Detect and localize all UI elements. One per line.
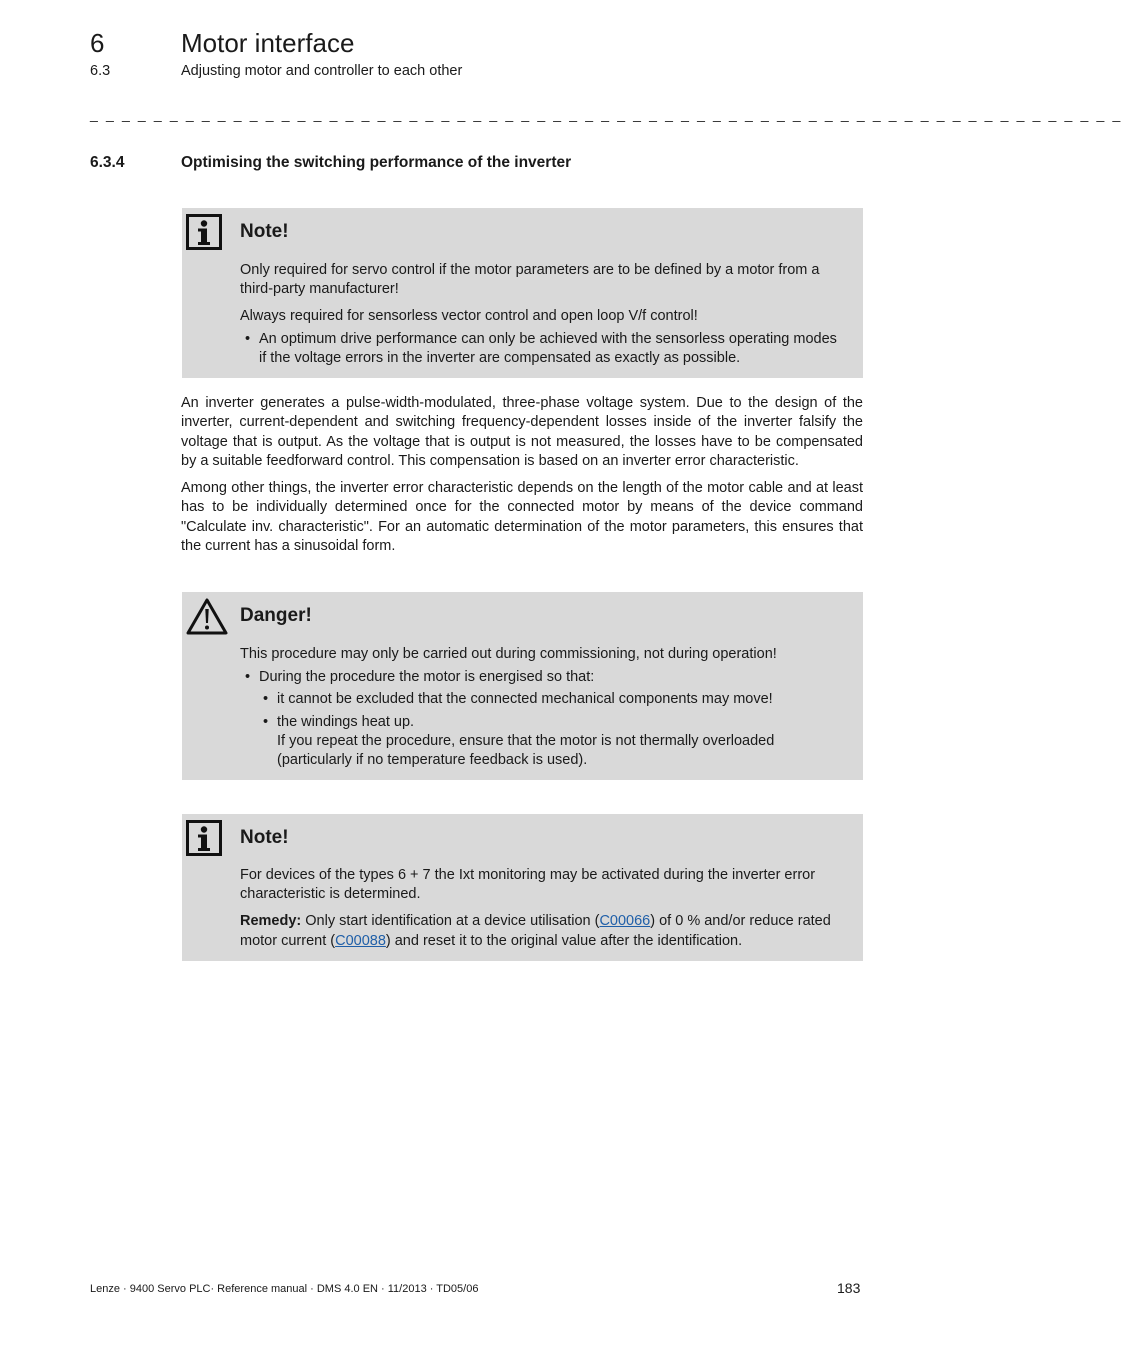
body-text: [181, 394, 863, 564]
parameter-link-c00066[interactable]: C00066: [599, 913, 651, 930]
note-paragraph: Only required for servo control if the motor parameters are to be defined by a motor from a third-party manufacturer!: [240, 262, 820, 298]
note-content: [240, 866, 843, 959]
danger-content: [240, 645, 843, 773]
note-bullet: • An optimum drive performance can only be achieved with the sensorless operating modes if the voltage errors in the inverter are compensated as exactly as possible.: [240, 330, 843, 368]
chapter-title: Motor interface: [181, 28, 355, 58]
note-content: [240, 261, 843, 371]
note-heading: Note!: [240, 827, 289, 848]
remedy-label: Remedy:: [240, 913, 302, 930]
section-title: Adjusting motor and controller to each other: [181, 63, 463, 79]
warning-triangle-icon: [186, 598, 228, 641]
danger-heading: Danger!: [240, 605, 312, 626]
danger-sub-bullet: [258, 713, 843, 771]
danger-bullet: • During the procedure the motor is energised so that:: [240, 668, 843, 687]
page-number: 183: [837, 1280, 861, 1296]
footer-text: Lenze · 9400 Servo PLC· Reference manual · DMS 4.0 EN · 11/2013 · TD05/06: [90, 1283, 479, 1295]
note-paragraph: For devices of the types 6 + 7 the Ixt monitoring may be activated during the inverter error characteristic is determined.: [240, 867, 816, 903]
body-paragraph: An inverter generates a pulse-width-modulated, three-phase voltage system. Due to the design of the inverter, current-dependent and switching frequency-dependent losses inside of the inverter falsify the voltage that is output. As the voltage that is output is not measured, the losses have to be compensated by a suitable feedforward control. This compensation is based on an inverter error characteristic.: [181, 395, 863, 469]
remedy-text: Only start identification at a device utilisation (: [301, 913, 600, 930]
danger-sub-bullet: • it cannot be excluded that the connected mechanical components may move!: [258, 690, 843, 709]
header-separator: _ _ _ _ _ _ _ _ _ _ _ _ _ _ _ _ _ _ _ _ _ _ _ _ _ _ _ _ _ _ _ _ _ _ _ _ _ _ _ _ _ _ _ _ _ _ _ _ _ _ _ _ _ _ _ _ _ _ _ _ _ _ _ _ _: [90, 106, 1122, 122]
danger-sub-bullet-text: If you repeat the procedure, ensure that the motor is not thermally overloaded (particularly if no temperature feedback is used).: [277, 732, 775, 769]
chapter-number: 6: [90, 28, 105, 58]
body-paragraph: Among other things, the inverter error characteristic depends on the length of the motor cable and at least has to be individually determined once for the connected motor by means of the device command "Calculate inv. characteristic". For an automatic determination of the motor parameters, this ensures that the current has a sinusoidal form.: [181, 480, 863, 555]
subsection-number: 6.3.4: [90, 154, 125, 171]
remedy-text: ) of 0 % and/or reduce rated motor current (: [240, 913, 831, 949]
note-box: [182, 814, 863, 961]
note-box: [182, 208, 863, 378]
info-icon: [186, 214, 222, 255]
danger-box: [182, 592, 863, 780]
section-number: 6.3: [90, 63, 111, 79]
info-icon: [186, 820, 222, 861]
remedy-text: ) and reset it to the original value after the identification.: [385, 932, 743, 949]
parameter-link-c00088[interactable]: C00088: [335, 932, 386, 949]
note-heading: Note!: [240, 221, 289, 242]
danger-sub-bullet-text: the windings heat up.: [277, 713, 415, 730]
note-paragraph: Always required for sensorless vector control and open loop V/f control!: [240, 308, 698, 325]
subsection-title: Optimising the switching performance of the inverter: [181, 154, 572, 171]
danger-paragraph: This procedure may only be carried out during commissioning, not during operation!: [240, 646, 777, 662]
remedy-paragraph: [240, 912, 843, 950]
